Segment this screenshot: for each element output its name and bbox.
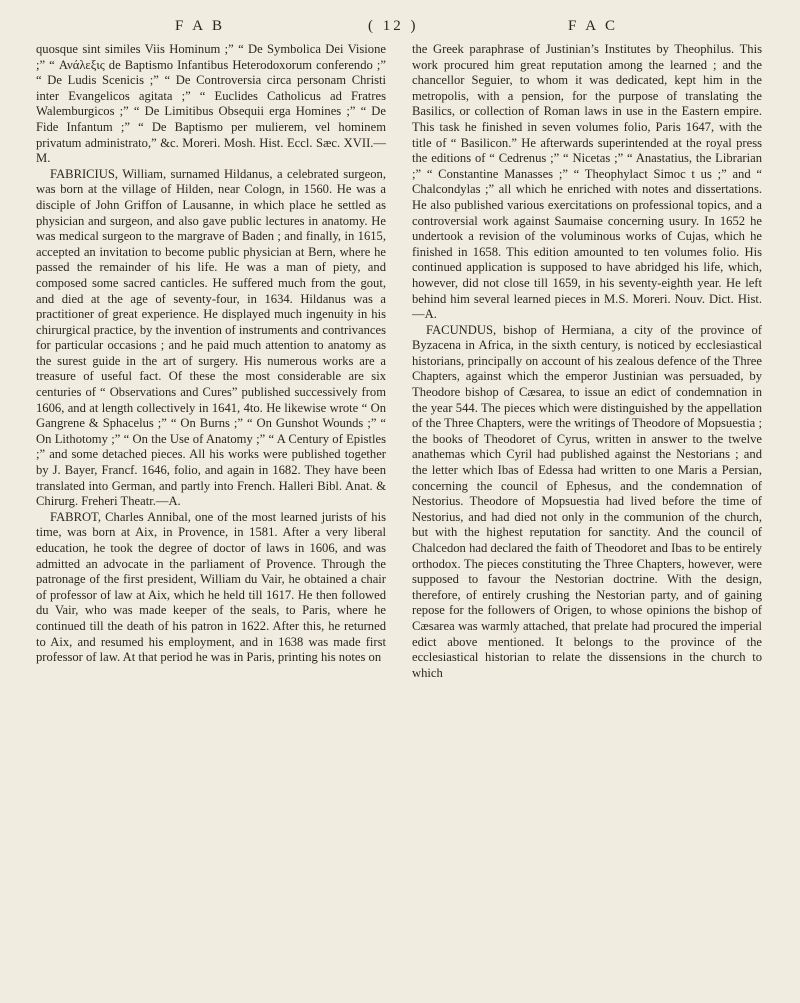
header-right-guide-word: F A C bbox=[568, 18, 619, 34]
paragraph-continuation: quosque sint similes Viis Hominum ;” “ De Symbolica Dei Visione ;” “ Ανάλεξις de Baptismo Infantibus Heterodoxorum conferendo ;” “ De Ludis Scenicis ;” “ De Controversia circa personam Christi inter Evangelicos agitata ;” “ Euclides Catholicus ad Fratres Walemburgicos ;” “ De Limitibus Obsequii erga Homines ;” “ De Fide Infantum ;” “ De Baptismo per mulierem, vel hominem privatum administrato,” &c. Moreri. Mosh. Hist. Eccl. Sæc. XVII.—M. bbox=[36, 42, 386, 166]
running-header bbox=[0, 18, 800, 42]
right-column bbox=[412, 42, 762, 992]
paragraph-continuation-right: the Greek paraphrase of Justinian’s Institutes by Theophilus. This work procured him great reputation among the learned ; and the chancellor Seguier, to whom it was dedicated, kept him in the metropolis, with a pension, for the purpose of translating the Basilics, or collection of Roman laws in use in the Eastern empire. This task he finished in seven volumes folio, Paris 1647, with the title of “ Basilicon.” He afterwards superintended at the royal press the editions of “ Cedrenus ;” “ Nicetas ;” “ Anastatius, the Librarian ;” “ Constantine Manasses ;” “ Theophylact Simoc t us ;” and “ Chalcondylas ;” all which he enriched with notes and dissertations. He also published various exercitations on professional topics, and a controversial work against Saumaise concerning usury. In 1652 he undertook a revision of the voluminous works of Cujas, which he finished in 1658. This edition amounted to ten volumes folio. His continued application is supposed to have abridged his life, which, however, did not close till 1659, in his seventy-eighth year. He left behind him several learned pieces in M.S. Moreri. Nouv. Dict. Hist. —A. bbox=[412, 42, 762, 322]
header-left-guide-word: F A B bbox=[175, 18, 226, 34]
entry-facundus: FACUNDUS, bishop of Hermiana, a city of the province of Byzacena in Africa, in the sixth century, is noticed by ecclesiastical historians, principally on account of his zealous defence of the Three Chapters, against which the emperor Justinian was persuaded, by Theodore bishop of Cæsarea, to issue an edict of condemnation in the year 544. The pieces which were distinguished by the appellation of the Three Chapters, were the writings of Theodore of Mopsuestia ; the books of Theodoret of Cyrus, written in answer to the twelve anathemas which Cyril had published against the Nestorians ; and the letter which Ibas of Edessa had written to one Maris a Persian, concerning the council of Ephesus, and the condemnation of Nestorius. Theodore of Mopsuestia had lived before the time of Nestorius, and had died not only in the communion of the church, but with the highest reputation for sanctity. And the council of Chalcedon had declared the faith of Theodoret and Ibas to be entirely orthodox. The pieces constituting the Three Chapters, however, were supposed to favour the Nestorian doctrine. With the design, therefore, of entirely crushing the Nestorian party, and of gaining repose for the followers of Origen, to whose opinions the bishop of Cæsarea was warmly attached, that prelate had procured the imperial edict above mentioned. It belongs to the province of the ecclesiastical historian to relate the dissensions in the church to which bbox=[412, 322, 762, 680]
entry-fabrot: FABROT, Charles Annibal, one of the most learned jurists of his time, was born at Aix, in Provence, in 1581. After a very liberal education, he took the degree of doctor of laws in 1606, and was admitted an advocate in the parliament of Provence. Through the patronage of the first president, William du Vair, he obtained a chair of professor of law at Aix, which he held till 1617. He then followed du Vair, who was made keeper of the seals, to Paris, where he continued till the death of his patron in 1622. After this, he returned to Aix, and resumed his employment, and in 1638 was made first professor of law. At that period he was in Paris, printing his notes on bbox=[36, 509, 386, 665]
left-column bbox=[36, 42, 386, 992]
entry-fabricius: FABRICIUS, William, surnamed Hildanus, a celebrated surgeon, was born at the village of Hilden, near Cologn, in 1560. He was a disciple of John Griffon of Lausanne, in which place he settled as physician and surgeon, and also gave public lectures in anatomy. He was medical surgeon to the margrave of Baden ; and finally, in 1615, accepted an invitation to become public physician at Bern, where he passed the remainder of his life. He was a man of piety, and composed some sacred canticles. He suffered much from the gout, and died at the age of seventy-four, in 1634. Hildanus was a practitioner of great experience. He displayed much ingenuity in his chirurgical practice, by the invention of instruments and contrivances for particular occasions ; and he paid much attention to anatomy as the surest guide in the art of surgery. His numerous works are a treasure of useful fact. Of these the most considerable are six centuries of “ Observations and Cures” published successively from 1606, and at length collectively in 1641, 4to. He likewise wrote “ On Gangrene & Sphacelus ;” “ On Burns ;” “ On Gunshot Wounds ;” “ On Lithotomy ;” “ On the Use of Anatomy ;” “ A Century of Epistles ;” and some detached pieces. All his works were published together by J. Bayer, Francf. 1646, folio, and again in 1682. They have been translated into German, and partly into French. Halleri Bibl. Anat. & Chirurg. Freheri Theatr.—A. bbox=[36, 166, 386, 509]
page-number: ( 12 ) bbox=[368, 18, 419, 34]
